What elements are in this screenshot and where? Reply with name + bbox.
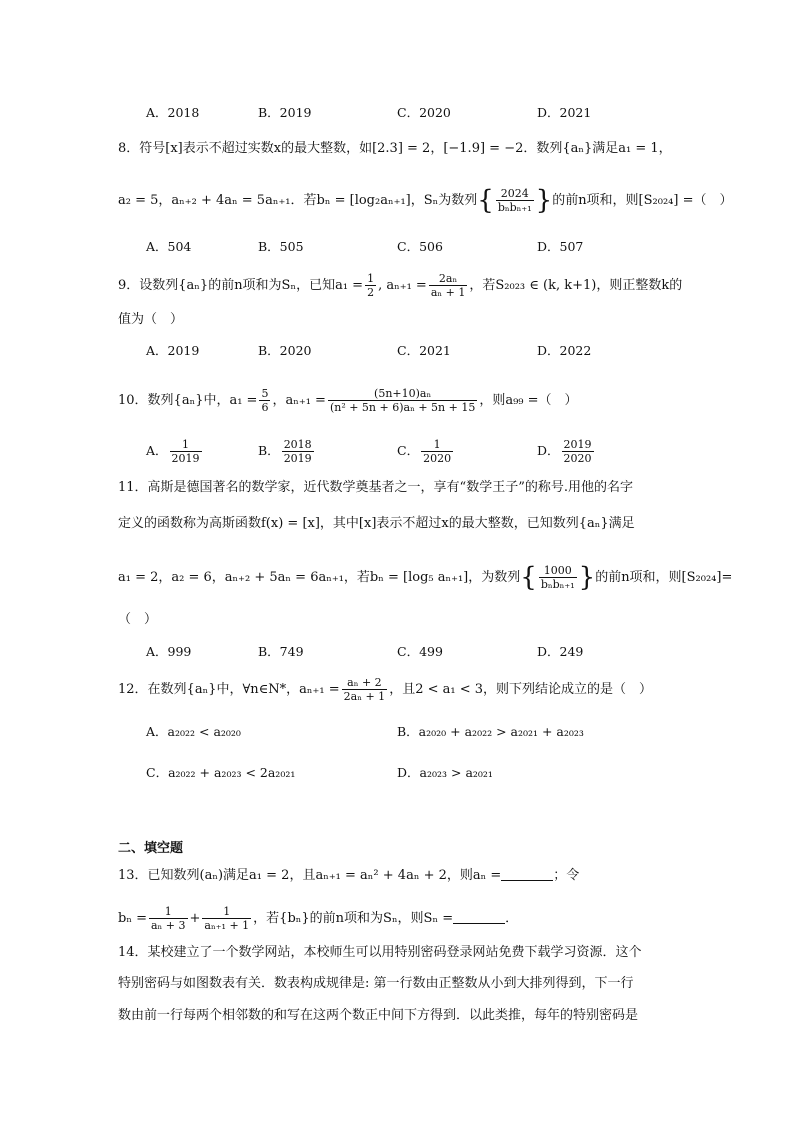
q11-option-a: A．999 (146, 644, 192, 659)
q13-frac1: $\frac{1}{\text{aₙ + 3}}$ (150, 905, 186, 932)
q9-option-d: D．2022 (537, 343, 592, 358)
q11-fraction: $\frac{1000}{\text{bₙbₙ₊₁}}$ (540, 564, 575, 591)
q8-option-b: B．505 (258, 239, 304, 254)
q11-line3: a₁ = 2，a₂ = 6，aₙ₊₂ + 5aₙ = 6aₙ₊₁，若bₙ = [log₅ aₙ₊₁]，为数列{ $\frac{1000}{\text{bₙbₙ₊₁}}$ }的前n项和，则[S₂₀₂₄]= (118, 562, 733, 593)
q10-frac2: $\frac{\text{(5n+10)aₙ}}{\text{(n² + 5n + 6)aₙ + 5n + 15}}$ (329, 387, 476, 414)
q13-blank-2[interactable] (453, 911, 505, 924)
q9-line1 (118, 272, 682, 299)
q13-plus: + (189, 911, 201, 926)
q10-frac1: $\frac{5}{6}$ (261, 387, 269, 414)
q10-line1 (118, 387, 578, 414)
q12-line1-a: 12．在数列{aₙ}中，∀n∈N*，aₙ₊₁ = (118, 682, 340, 697)
q10-option-d: D． $\frac{2019}{2020}$ (537, 438, 592, 465)
q9-line2: 值为（ ） (118, 312, 184, 327)
q11-line4: （ ） (118, 612, 158, 627)
q8-line2: a₂ = 5，aₙ₊₂ + 4aₙ = 5aₙ₊₁．若bₙ = [log₂aₙ₊₁]，Sₙ为数列{ $\frac{2024}{\text{bₙbₙ₊₁}}$ }的前n项和，则[S₂₀₂₄] =（ ） (118, 185, 733, 216)
q9-option-a: A．2019 (146, 343, 200, 358)
q9-frac1: $\frac{1}{2}$ (367, 272, 375, 299)
q13-line1-b: ；令 (553, 868, 580, 883)
q10-line1-a: 10．数列{aₙ}中，a₁ = (118, 393, 258, 408)
q13-line1-a: 13．已知数列(aₙ)满足a₁ = 2，且aₙ₊₁ = aₙ² + 4aₙ + 2，则aₙ = (118, 868, 502, 883)
q11-line2: 定义的函数称为高斯函数f(x) = [x]，其中[x]表示不超过x的最大整数，已知数列{aₙ}满足 (118, 516, 635, 531)
q9-frac2: $\frac{\text{2aₙ}}{\text{aₙ + 1}}$ (430, 272, 466, 299)
q10-option-c: C． $\frac{1}{2020}$ (397, 438, 452, 465)
q12-option-c: C．a₂₀₂₂ + a₂₀₂₃ < 2a₂₀₂₁ (146, 765, 296, 780)
q12-fraction: $\frac{\text{aₙ + 2}}{\text{2aₙ + 1}}$ (343, 676, 386, 703)
q8-option-a: A．504 (146, 239, 192, 254)
q13-line2-b: ，若{bₙ}的前n项和为Sₙ，则Sₙ = (253, 911, 454, 926)
q8-line2-b: 的前n项和，则[S₂₀₂₄] =（ ） (552, 193, 733, 208)
q14-line1: 14．某校建立了一个数学网站，本校师生可以用特别密码登录网站免费下载学习资源．这个 (118, 945, 642, 960)
q11-line3-b: 的前n项和，则[S₂₀₂₄]= (595, 570, 733, 585)
q11-line1: 11．高斯是德国著名的数学家，近代数学奠基者之一，享有“数学王子”的称号.用他的名字 (118, 480, 633, 495)
q13-line1 (118, 866, 579, 886)
q11-option-c: C．499 (397, 644, 443, 659)
q11-line3-a: a₁ = 2，a₂ = 6，aₙ₊₂ + 5aₙ = 6aₙ₊₁，若bₙ = [log₅ aₙ₊₁]，为数列 (118, 570, 521, 585)
q12-line1-b: ，且2 < a₁ < 3，则下列结论成立的是（ ） (389, 682, 653, 697)
q9-line1-a: 9．设数列{aₙ}的前n项和为Sₙ，已知a₁ = (118, 278, 364, 293)
q7-option-c: C．2020 (397, 105, 451, 120)
q12-option-b: B．a₂₀₂₀ + a₂₀₂₂ > a₂₀₂₁ + a₂₀₂₃ (397, 724, 584, 739)
q10-line1-b: ，aₙ₊₁ = (272, 393, 326, 408)
q12-line1 (118, 676, 652, 703)
q13-line2 (118, 905, 518, 932)
q8-line1: 8．符号[x]表示不超过实数x的最大整数，如[2.3] = 2，[−1.9] = −2．数列{aₙ}满足a₁ = 1， (118, 141, 672, 156)
q13-frac2: $\frac{1}{\text{aₙ₊₁ + 1}}$ (204, 905, 250, 932)
q8-fraction: $\frac{2024}{\text{bₙbₙ₊₁}}$ (497, 187, 532, 214)
q12-option-d: D．a₂₀₂₃ > a₂₀₂₁ (397, 765, 493, 780)
q11-option-b: B．749 (258, 644, 304, 659)
q12-option-a: A．a₂₀₂₂ < a₂₀₂₀ (146, 724, 241, 739)
q10-option-a: A． $\frac{1}{2019}$ (146, 438, 200, 465)
q7-option-a: A．2018 (146, 105, 200, 120)
q8-line2-a: a₂ = 5，aₙ₊₂ + 4aₙ = 5aₙ₊₁．若bₙ = [log₂aₙ₊₁]，Sₙ为数列 (118, 193, 478, 208)
q7-option-d: D．2021 (537, 105, 592, 120)
q9-option-c: C．2021 (397, 343, 451, 358)
q13-line2-c: ． (505, 911, 519, 926)
q7-option-b: B．2019 (258, 105, 312, 120)
q9-line1-b: , aₙ₊₁ = (378, 278, 427, 293)
q10-line1-c: ，则a₉₉ =（ ） (479, 393, 578, 408)
q13-line2-a: bₙ = (118, 911, 147, 926)
q13-blank-1[interactable] (501, 868, 553, 881)
q10-option-b: B． $\frac{2018}{2019}$ (258, 438, 312, 465)
section-title-fill-in: 二、填空题 (118, 841, 184, 856)
q14-line3: 数由前一行每两个相邻数的和写在这两个数正中间下方得到．以此类推，每年的特别密码是 (118, 1008, 639, 1023)
q9-line1-c: ，若S₂₀₂₃ ∈ (k, k+1)，则正整数k的 (469, 278, 683, 293)
q8-option-c: C．506 (397, 239, 443, 254)
q8-option-d: D．507 (537, 239, 584, 254)
q9-option-b: B．2020 (258, 343, 312, 358)
q11-option-d: D．249 (537, 644, 584, 659)
q14-line2: 特别密码与如图数表有关．数表构成规律是: 第一行数由正整数从小到大排列得到，下一行 (118, 976, 634, 991)
